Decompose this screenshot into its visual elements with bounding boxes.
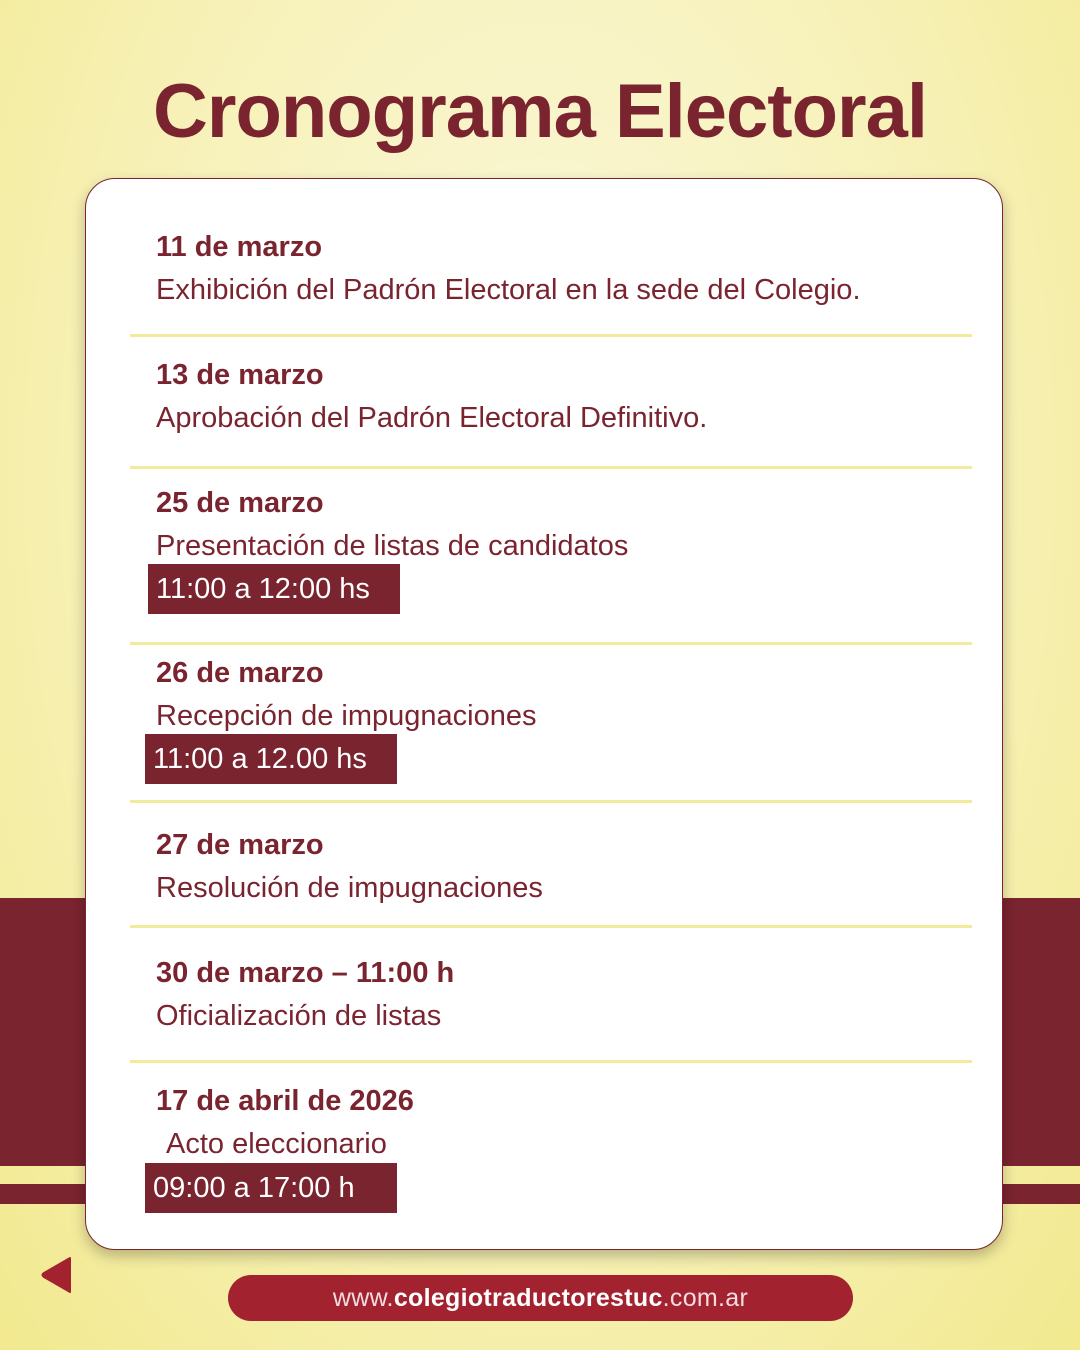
separator bbox=[130, 925, 972, 928]
event-date: 17 de abril de 2026 bbox=[156, 1085, 414, 1117]
event-description: Presentación de listas de candidatos bbox=[156, 530, 629, 562]
url-suffix: .com.ar bbox=[662, 1283, 749, 1312]
event-description: Oficialización de listas bbox=[156, 1000, 442, 1032]
event-description: Exhibición del Padrón Electoral en la sede del Colegio. bbox=[156, 274, 861, 306]
schedule-item-4 bbox=[153, 655, 962, 775]
event-time-badge: 09:00 a 17:00 h bbox=[145, 1163, 397, 1213]
schedule-card bbox=[85, 178, 1003, 1250]
event-date: 27 de marzo bbox=[156, 829, 324, 861]
separator bbox=[130, 800, 972, 803]
event-description: Aprobación del Padrón Electoral Definitivo. bbox=[156, 402, 708, 434]
page-title: Cronograma Electoral bbox=[153, 69, 927, 154]
event-date: 30 de marzo – 11:00 h bbox=[156, 957, 455, 989]
event-time-badge: 11:00 a 12:00 hs bbox=[148, 564, 400, 614]
url-prefix: www. bbox=[332, 1283, 394, 1312]
schedule-item-3 bbox=[156, 485, 962, 605]
separator bbox=[130, 1060, 972, 1063]
website-url[interactable] bbox=[228, 1275, 853, 1321]
schedule-item-2 bbox=[156, 357, 962, 436]
schedule-item-5 bbox=[156, 827, 962, 906]
event-date: 26 de marzo bbox=[156, 657, 324, 689]
event-description: Acto eleccionario bbox=[166, 1128, 387, 1160]
url-domain: colegiotraductorestuc bbox=[393, 1283, 663, 1312]
separator bbox=[130, 334, 972, 337]
separator bbox=[130, 466, 972, 469]
event-description: Resolución de impugnaciones bbox=[156, 872, 543, 904]
event-time-badge: 11:00 a 12.00 hs bbox=[145, 734, 397, 784]
schedule-item-1 bbox=[156, 229, 962, 308]
event-date: 25 de marzo bbox=[156, 487, 324, 519]
event-date: 11 de marzo bbox=[156, 231, 323, 263]
schedule-item-6 bbox=[156, 955, 962, 1034]
triangle-left-icon[interactable] bbox=[40, 1256, 72, 1294]
schedule-item-7 bbox=[153, 1083, 962, 1204]
event-description: Recepción de impugnaciones bbox=[156, 700, 537, 732]
event-date: 13 de marzo bbox=[156, 359, 324, 391]
separator bbox=[130, 642, 972, 645]
